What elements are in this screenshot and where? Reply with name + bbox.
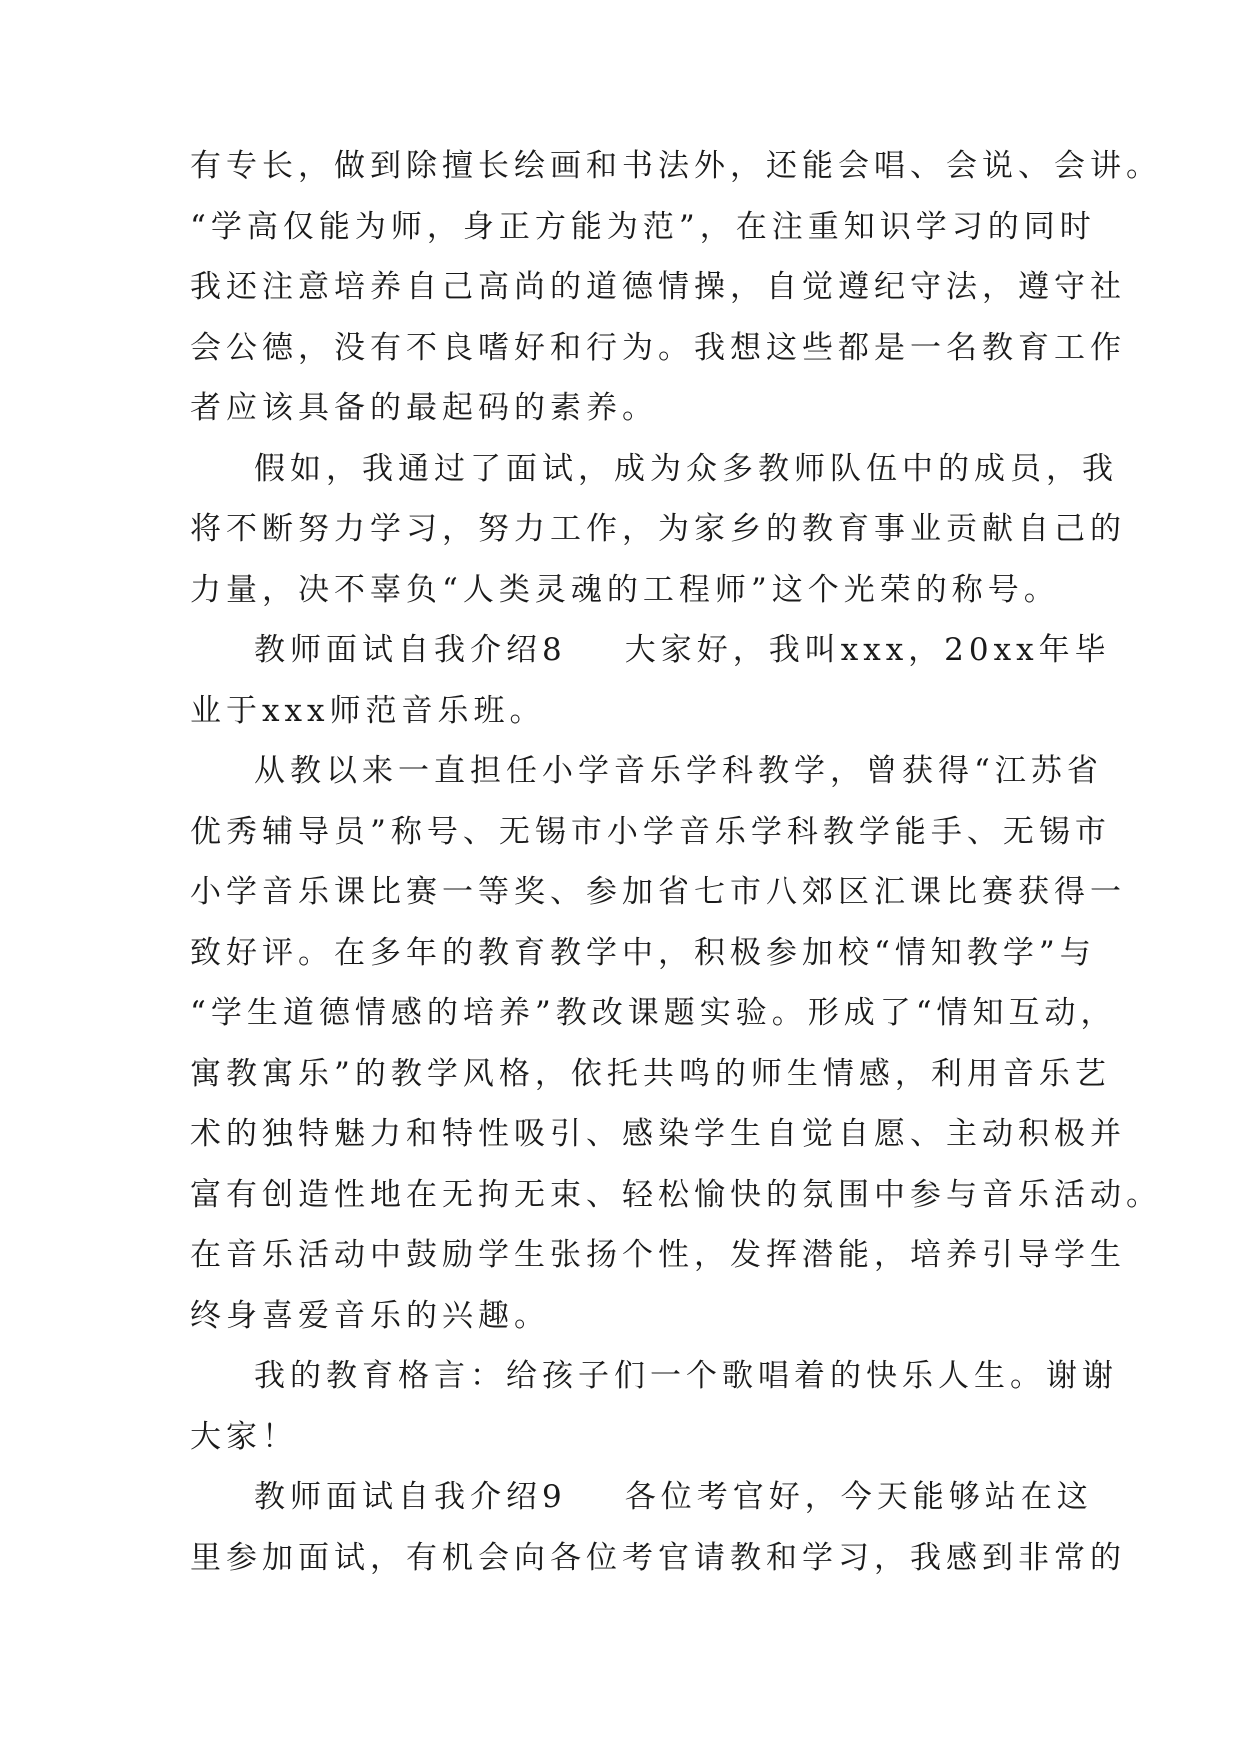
text-line: 优秀辅导员”称号、无锡市小学音乐学科教学能手、无锡市 [190,813,1111,850]
section-heading-line-9 [190,1467,1093,1528]
section-heading-line-8 [190,620,1111,681]
paragraph-start-line: 从教以来一直担任小学音乐学科教学，曾获得“江苏省 [254,753,1103,789]
section-heading-9: 教师面试自我介绍9 [254,1479,567,1515]
text-line: “学高仅能为师，身正方能为范”，在注重知识学习的同时 [190,208,1096,245]
text-line: 者应该具备的最起码的素养。 [190,390,658,426]
text-line: 里参加面试，有机会向各位考官请教和学习，我感到非常的 [190,1539,1126,1576]
text-line: 小学音乐课比赛一等奖、参加省七市八郊区汇课比赛获得一 [190,874,1126,910]
text-line: 会公德，没有不良嗜好和行为。我想这些都是一名教育工作 [190,329,1126,366]
text-line: 力量，决不辜负“人类灵魂的工程师”这个光荣的称号。 [190,571,1060,608]
section-intro-text-9: 各位考官好，今天能够站在这 [624,1479,1093,1515]
body-text [190,136,1162,1588]
section-heading-8: 教师面试自我介绍8 [254,632,567,668]
text-line: 在音乐活动中鼓励学生张扬个性，发挥潜能，培养引导学生 [190,1237,1126,1273]
paragraph-start-line: 假如，我通过了面试，成为众多教师队伍中的成员，我 [254,450,1118,487]
text-line: 术的独特魅力和特性吸引、感染学生自觉自愿、主动积极并 [190,1116,1126,1152]
section-intro-text-8: 大家好，我叫xxx，20xx年毕 [624,632,1111,668]
text-line: 将不断努力学习，努力工作，为家乡的教育事业贡献自己的 [190,511,1126,547]
text-line: 富有创造性地在无拘无束、轻松愉快的氛围中参与音乐活动。 [190,1176,1162,1213]
text-line: 我还注意培养自己高尚的道德情操，自觉遵纪守法，遵守社 [190,269,1126,305]
text-line: 致好评。在多年的教育教学中，积极参加校“情知教学”与 [190,934,1096,971]
text-line: 终身喜爱音乐的兴趣。 [190,1297,550,1334]
paragraph-start-line: 我的教育格言：给孩子们一个歌唱着的快乐人生。谢谢 [254,1358,1118,1394]
text-line: “学生道德情感的培养”教改课题实验。形成了“情知互动， [190,995,1117,1031]
text-line: 业于xxx师范音乐班。 [190,692,546,729]
text-line: 大家！ [190,1418,298,1455]
text-line: 寓教寓乐”的教学风格，依托共鸣的师生情感，利用音乐艺 [190,1055,1111,1092]
text-line: 有专长，做到除擅长绘画和书法外，还能会唱、会说、会讲。 [190,148,1162,184]
